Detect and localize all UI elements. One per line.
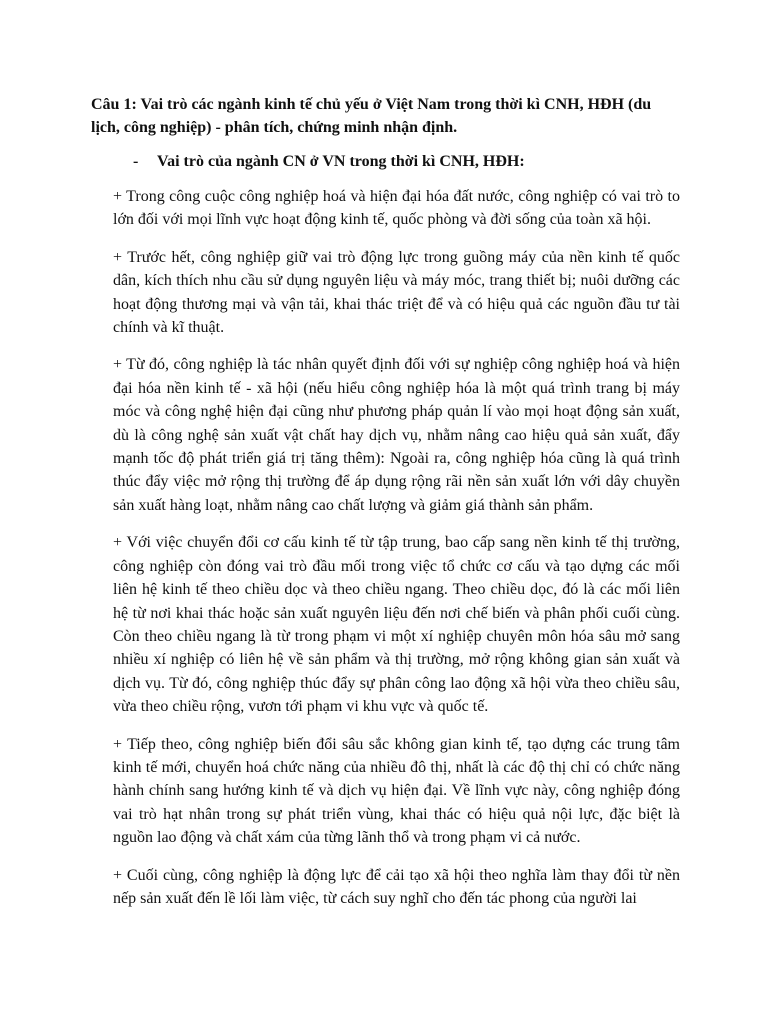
paragraph-5: + Tiếp theo, công nghiệp biến đổi sâu sắc không gian kinh tế, tạo dựng các trung tâm kinh tế mới, chuyển hoá chức năng của nhiều đô thị, nhất là các độ thị chỉ có chức năng hành chính sang hướng kinh tế và dịch vụ hiện đại. Về lĩnh vực này, công nghiệp đóng vai trò hạt nhân trong sự phát triển vùng, khai thác có hiệu quả nội lực, đặc biệt là nguồn lao động và chất xám của từng lãnh thổ và trong phạm vi cả nước. [113,735,680,847]
section-heading [91,150,680,173]
question-title: Câu 1: Vai trò các ngành kinh tế chủ yếu ở Việt Nam trong thời kì CNH, HĐH (du lịch, công nghiệp) - phân tích, chứng minh nhận định. [91,96,652,136]
paragraph-3: + Từ đó, công nghiệp là tác nhân quyết định đối với sự nghiệp công nghiệp hoá và hiện đại hóa nền kinh tế - xã hội (nếu hiểu công nghiệp hóa là một quá trình trang bị máy móc và công nghệ hiện đại cũng như phương pháp quản lí vào mọi hoạt động sản xuất, dù là công nghệ sản xuất vật chất hay dịch vụ, nhằm nâng cao hiệu quả sản xuất, đẩy mạnh tốc độ phát triển giá trị tăng thêm): Ngoài ra, công nghiệp hóa cũng là quá trình thúc đẩy việc mở rộng thị trường để áp dụng rộng rãi nền sản xuất lớn với dây chuyền sản xuất hàng loạt, nhằm nâng cao chất lượng và giảm giá thành sản phẩm. [113,356,680,514]
section-bullet: - [133,153,139,170]
paragraph-2: + Trước hết, công nghiệp giữ vai trò động lực trong guồng máy của nền kinh tế quốc dân, kích thích nhu cầu sử dụng nguyên liệu và máy móc, trang thiết bị; nuôi dưỡng các hoạt động thương mại và vận tải, khai thác triệt để và có hiệu quả các nguồn đầu tư tài chính và kĩ thuật. [113,248,680,337]
section-heading-text: Vai trò của ngành CN ở VN trong thời kì CNH, HĐH: [157,153,525,170]
paragraph-4: + Với việc chuyển đổi cơ cấu kinh tế từ tập trung, bao cấp sang nền kinh tế thị trường, công nghiệp còn đóng vai trò đầu mối trong việc tổ chức cơ cấu và tạo dựng các mối liên hệ kinh tế theo chiều dọc và theo chiều ngang. Theo chiều dọc, đó là các mối liên hệ từ nơi khai thác hoặc sản xuất nguyên liệu đến nơi chế biến và phân phối cuối cùng. Còn theo chiều ngang là từ trong phạm vi một xí nghiệp chuyên môn hóa sâu mở sang nhiều xí nghiệp có liên hệ về sản phẩm và thị trường, mở rộng không gian sản xuất và dịch vụ. Từ đó, công nghiệp thúc đẩy sự phân công lao động xã hội vừa theo chiều sâu, vừa theo chiều rộng, vươn tới phạm vi khu vực và quốc tế. [113,534,680,716]
paragraph-6: + Cuối cùng, công nghiệp là động lực để cải tạo xã hội theo nghĩa làm thay đổi từ nền nếp sản xuất đến lề lối làm việc, từ cách suy nghĩ cho đến tác phong của người lai [113,866,680,907]
paragraph-1: + Trong công cuộc công nghiệp hoá và hiện đại hóa đất nước, công nghiệp có vai trò to lớn đối với mọi lĩnh vực hoạt động kinh tế, quốc phòng và đời sống của toàn xã hội. [113,188,680,229]
